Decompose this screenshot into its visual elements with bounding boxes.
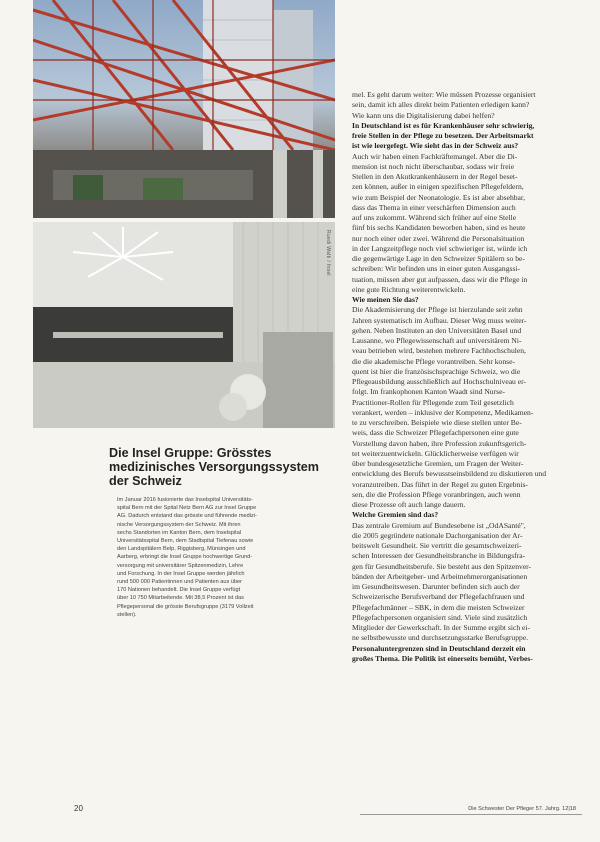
sidebar-heading (109, 446, 335, 488)
article-text-line: gehen. Neben Instituten an den Universitäten Basel und (352, 325, 522, 335)
article-text-line: Auch wir haben einen Fachkräftemangel. Aber die Di- (352, 151, 518, 161)
article-text-line: voranzutreiben. Das führt in der Regel zu guten Ergebnis- (352, 479, 528, 489)
article-text-line: tuation, müssen aber gut aufpassen, dass wir die Pflege in (352, 274, 528, 284)
article-text-line: die gegenwärtige Lage in den Schweizer Spitälern so be- (352, 254, 525, 263)
article-text-line: Wie kann uns die Digitalisierung dabei helfen? (352, 110, 495, 120)
article-text-line: Pflegefachmänner – SBK, in dem die meisten Schweizer (352, 602, 525, 612)
sidebar-text-line: sechs Standorten im Kanton Bern, dem Inselspital (117, 529, 242, 536)
sidebar-text-line: Universitätsspital Bern, dem Stadtspital Tiefenau sowie (117, 538, 254, 545)
sidebar-text-line: nische Versorgungssystem der Schweiz. Mit ihren (117, 521, 241, 528)
article-text-line: gen für Gesundheitsberufe. Sie besteht aus den Spitzenver- (352, 561, 532, 571)
photo-red-scaffold-towers (33, 0, 335, 218)
sidebar-text-line: den Landspitälern Belp, Riggisberg, Münsingen und (117, 546, 246, 553)
article-column (352, 90, 580, 664)
article-text-line: die 2005 gegründete nationale Dachorganisation der Ar- (352, 530, 523, 540)
article-text-line: über bundesgesetzliche Gremien, um Fragen der Weiter- (352, 459, 524, 468)
article-question-line: freie Stellen in der Pflege zu besetzen. Der Arbeitsmarkt (352, 131, 534, 140)
article-text-line: in der Langzeitpflege noch viel schwieriger ist, würde ich (352, 243, 528, 253)
footer-rule (360, 814, 582, 815)
article-text-line: Mitglieder der Gewerkschaft. In der Summe ergibt sich ei- (352, 623, 531, 632)
article-text-line: die die akademische Pflege vorantreiben. Sehr konse- (352, 356, 515, 366)
issue-info: Die Schwester Der Pfleger 57. Jahrg. 12|18 (468, 806, 576, 812)
article-text-line: quent ist hier die französischsprachige Schweiz, wo die (352, 366, 521, 376)
sidebar-text-line: über 10 750 Mitarbeitende. Mit 38,5 Prozent ist das (117, 595, 244, 602)
article-text-line: Stellen in den Akutkrankenhäusern in der Regel beset- (352, 172, 518, 181)
sidebar-text-line: Aarberg, erbringt die Insel Gruppe hochwertige Grund- (117, 554, 253, 561)
article-question-line: Personaluntergrenzen sind in Deutschland derzeit ein (352, 643, 526, 653)
sidebar-text-line: 170 Nationen behandelt. Die Insel Gruppe verfügt (117, 587, 241, 594)
article-text-line: mension ist noch nicht überschaubar, sodass wir freie (352, 161, 515, 171)
article-text-line: mel. Es geht darum weiter: Wie müssen Prozesse organisiert (352, 90, 536, 99)
article-text-line: weis, dass die Schweizer Pflegefachpersonen eine gute (352, 428, 519, 438)
sidebar-text-line: Pflegepersonal die grösste Berufsgruppe (3179 Vollzeit (117, 603, 254, 610)
article-text-line: diese Prozesse oft auch lange dauern. (352, 500, 466, 509)
article-text-line: sen, die die Profession Pflege voranbringen, auch wenn (352, 489, 521, 499)
sidebar-heading-line: Die Insel Gruppe: Grösstes (109, 446, 272, 460)
photo-bottom-drawing (33, 222, 335, 428)
article-text-line: Pflegeausbildung ausschließlich auf Hochschulniveau er- (352, 377, 527, 386)
article-text-line: wie zum Beispiel der Neonatologie. Es ist aber absehbar, (352, 192, 526, 202)
article-text-line: beitswelt Gesundheit. Sie vertritt die gesamtschweizeri- (352, 541, 522, 550)
article-text-line: Lausanne, wo Pflegewissenschaft auf universitärem Ni- (352, 336, 522, 345)
article-question-line: Wie meinen Sie das? (352, 295, 419, 304)
article-text-line: schreiben: Wir befinden uns in einer guten Ausgangssi- (352, 264, 521, 274)
article-text-line: Jahren systematisch im Aufbau. Dieser Weg muss weiter- (352, 315, 527, 325)
article-text-line: nur noch einer oder zwei. Während die Personalsituation (352, 233, 525, 243)
article-text-line: Practitioner-Rollen für Pflegende zum Teil gesetzlich (352, 397, 514, 407)
page-number: 20 (74, 804, 83, 813)
article-text-line: verankert, werden – inklusive der Kompetenz, Medikamen- (352, 407, 534, 417)
article-text-line: entwicklung des Berufs bewusstseinsbildend zu diskutieren und (352, 469, 547, 479)
sidebar-text-line: Im Januar 2016 fusionierte das Inselspital Universitäts- (117, 497, 253, 503)
photo-credit: Ruedi Walti / Insel (325, 230, 331, 276)
article-text-line: fünf bis sechs Kandidaten beworben haben, sind es heute (352, 223, 526, 233)
article-text-line: te zu verschreiben. Beispiele wie diese stellen unter Be- (352, 418, 522, 427)
article-text-line: zen können, außer in einigen spezifischen Pflegefeldern, (352, 182, 524, 192)
sidebar-heading-line: der Schweiz (109, 474, 182, 488)
article-text-line: Schweizerische Berufsverband der Pflegefachfrauen und (352, 592, 525, 602)
article-text-line: eine gute Richtung weiterentwickeln. (352, 284, 466, 294)
article-text-line: ne selbstbewusste und durchsetzungsstarke Berufsgruppe. (352, 633, 529, 643)
article-text-line: Das zentrale Gremium auf Bundesebene ist „OdASanté", (352, 520, 526, 530)
article-text-line: folgt. Im frankophonen Kanton Waadt sind Nurse- (352, 387, 505, 397)
sidebar-insel-gruppe (105, 446, 335, 619)
article-text-line: schen Interessen der Gesundheitsbranche in Bildungsfra- (352, 551, 526, 561)
article-text-line: Die Akademisierung der Pflege ist hierzulande seit zehn (352, 305, 523, 315)
sidebar-heading-line: medizinisches Versorgungssystem (109, 460, 319, 474)
article-text-line: dass das Thema in einer verschärften Dimension auch (352, 202, 516, 212)
article-question-line: In Deutschland ist es für Krankenhäuser sehr schwierig, (352, 120, 535, 130)
sidebar-body (105, 496, 335, 619)
sidebar-text-line: spital Bern mit der Spital Netz Bern AG zur Insel Gruppe (117, 505, 257, 512)
article-text-line: bänden der Arbeitgeber- und Arbeitnehmerorganisationen (352, 571, 528, 581)
sidebar-text-line: versorgung mit universitärer Spitzenmedizin, Lehre (117, 562, 244, 569)
sidebar-text-line: und Forschung. In der Insel Gruppe werden jährlich (117, 570, 245, 577)
article-text-line: veau betrieben wird, bestehen mehrere Fachhochschulen, (352, 346, 526, 356)
sidebar-text-line: rund 500 000 Patientinnen und Patienten aus über (117, 579, 243, 586)
article-question-line: großes Thema. Die Politik ist einerseits bemüht, Verbes- (352, 653, 533, 663)
article-question-line: ist wie leergefegt. Wie sieht das in der Schweiz aus? (352, 141, 519, 151)
article-question-line: Welche Gremien sind das? (352, 510, 439, 520)
photo-atrium-ceiling-light (33, 222, 335, 428)
article-text-line: Pflegefachpersonen organisiert sind. Viele sind zusätzlich (352, 612, 528, 622)
photo-top-drawing (33, 0, 335, 218)
article-text-line: Vorstellung davon haben, ihre Profession zukunftsgerich- (352, 438, 527, 448)
article-text-line: tet weiterzuentwickeln. Glücklicherweise verfügen wir (352, 448, 519, 458)
sidebar-text-line: stellen). (117, 611, 137, 618)
article-text-line: auf uns zukommt. Während sich früher auf eine Stelle (352, 213, 517, 222)
article-text-line: im Gesundheitswesen. Darunter befinden sich auch der (352, 582, 520, 591)
sidebar-text-line: AG. Dadurch entstand das grösste und führende medizi- (117, 513, 257, 520)
article-text-line: sein, damit ich alles direkt beim Patienten erledigen kann? (352, 100, 530, 110)
